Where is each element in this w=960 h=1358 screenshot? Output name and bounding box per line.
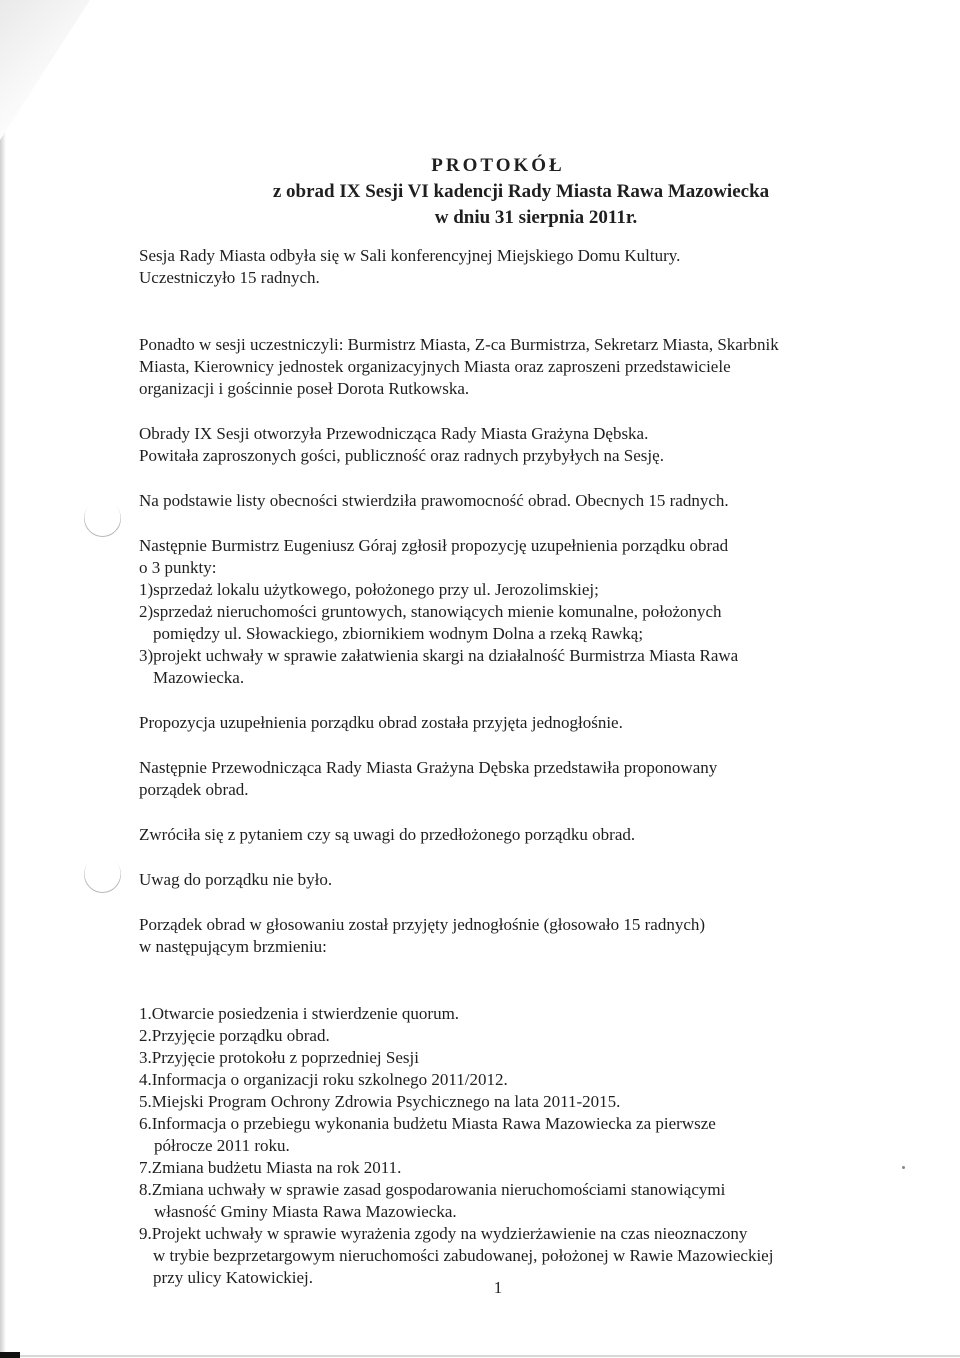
text-line: porządek obrad. [139,780,249,799]
page-number: 1 [493,1278,503,1297]
text-line: Miasta, Kierownicy jednostek organizacyjnych Miasta oraz zaproszeni przedstawiciele [139,357,731,376]
vote-paragraph [139,914,919,958]
text-line: Następnie Przewodnicząca Rady Miasta Grażyna Dębska przedstawiła proponowany [139,758,718,777]
document-subtitle: z obrad IX Sesji VI kadencji Rady Miasta Rawa Mazowiecka [272,181,770,202]
agenda-item-continuation: przy ulicy Katowickiej. [153,1268,314,1287]
proposal-accepted-paragraph: Propozycja uzupełnienia porządku obrad została przyjęta jednogłośnie. [139,713,623,732]
attendees-paragraph [139,334,919,400]
folded-corner [0,0,90,140]
agenda-item: 4.Informacja o organizacji roku szkolnego 2011/2012. [139,1070,508,1089]
agenda-item: 7.Zmiana budżetu Miasta na rok 2011. [139,1158,402,1177]
proposal-item-continuation: Mazowiecka. [153,668,245,687]
document-body [139,245,919,1289]
scan-bottom-edge [20,1355,960,1357]
proposal-paragraph [139,535,919,689]
question-paragraph: Zwróciła się z pytaniem czy są uwagi do przedłożonego porządku obrad. [139,825,636,844]
scan-corner-mark [0,1352,20,1358]
proposal-item: 1)sprzedaż lokalu użytkowego, położonego przy ul. Jerozolimskiej; [139,580,599,599]
agenda-item: 1.Otwarcie posiedzenia i stwierdzenie quorum. [139,1004,460,1023]
agenda-item: 5.Miejski Program Ochrony Zdrowia Psychicznego na lata 2011-2015. [139,1092,621,1111]
proposal-item: 2)sprzedaż nieruchomości gruntowych, stanowiących mienie komunalne, położonych [139,602,722,621]
agenda-item-continuation: w trybie bezprzetargowym nieruchomości zabudowanej, położonej w Rawie Mazowieckiej [153,1246,774,1265]
text-line: Ponadto w sesji uczestniczyli: Burmistrz Miasta, Z-ca Burmistrza, Sekretarz Miasta, Skarbnik [139,335,779,354]
agenda-presented-paragraph [139,757,919,801]
text-line: o 3 punkty: [139,558,217,577]
quorum-paragraph: Na podstawie listy obecności stwierdziła prawomocność obrad. Obecnych 15 radnych. [139,491,729,510]
text-line: w następującym brzmieniu: [139,937,327,956]
document-title: PROTOKÓŁ [431,155,565,176]
punch-hole-mark [76,848,128,900]
punch-hole-mark [76,492,128,544]
text-line: Powitała zaproszonych gości, publiczność oraz radnych przybyłych na Sesję. [139,446,664,465]
text-line: Sesja Rady Miasta odbyła się w Sali konferencyjnej Miejskiego Domu Kultury. [139,246,681,265]
opening-paragraph [139,423,919,467]
text-line: Uczestniczyło 15 radnych. [139,268,320,287]
agenda-item-continuation: półrocze 2011 roku. [154,1136,290,1155]
text-line: Porządek obrad w głosowaniu został przyjęty jednogłośnie (głosowało 15 radnych) [139,915,706,934]
document-date: w dniu 31 sierpnia 2011r. [434,207,638,228]
proposal-item-continuation: pomiędzy ul. Słowackiego, zbiornikiem wodnym Dolna a rzeką Rawką; [153,624,644,643]
text-line: organizacji i gościnnie poseł Dorota Rutkowska. [139,379,470,398]
agenda-item: 2.Przyjęcie porządku obrad. [139,1026,330,1045]
agenda-item: 3.Przyjęcie protokołu z poprzedniej Sesji [139,1048,419,1067]
proposal-item: 3)projekt uchwały w sprawie załatwienia skargi na działalność Burmistrza Miasta Rawa [139,646,739,665]
intro-paragraph [139,245,919,289]
document-header [0,153,960,231]
agenda-list [139,1003,919,1289]
agenda-item: 9.Projekt uchwały w sprawie wyrażenia zgody na wydzierżawienie na czas nieoznaczony [139,1224,748,1243]
agenda-item: 8.Zmiana uchwały w sprawie zasad gospodarowania nieruchomościami stanowiącymi [139,1180,726,1199]
no-remarks-paragraph: Uwag do porządku nie było. [139,870,333,889]
agenda-item-continuation: własność Gminy Miasta Rawa Mazowiecka. [154,1202,457,1221]
text-line: Następnie Burmistrz Eugeniusz Góraj zgłosił propozycję uzupełnienia porządku obrad [139,536,729,555]
agenda-item: 6.Informacja o przebiegu wykonania budżetu Miasta Rawa Mazowiecka za pierwsze [139,1114,716,1133]
text-line: Obrady IX Sesji otworzyła Przewodnicząca Rady Miasta Grażyna Dębska. [139,424,649,443]
